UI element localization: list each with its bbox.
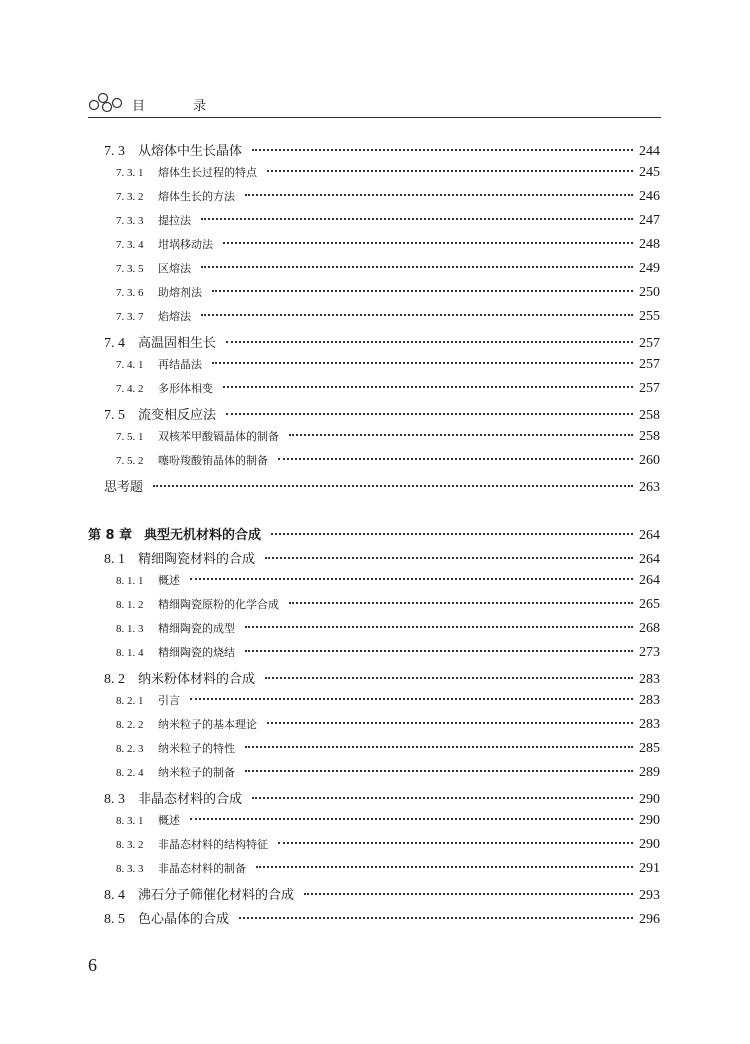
dot-leader xyxy=(267,722,633,724)
toc-entry xyxy=(116,164,660,181)
header-title: 目 录 xyxy=(132,99,229,114)
toc-entry-number: 8. 2. 3 xyxy=(116,743,144,755)
toc-entry-title: 焰熔法 xyxy=(158,310,191,323)
toc-entry-title: 熔体生长的方法 xyxy=(158,190,235,203)
toc-entry-number: 7. 3. 6 xyxy=(116,287,144,299)
toc-entry-page: 283 xyxy=(639,717,660,732)
toc-entry-title: 纳米粉体材料的合成 xyxy=(138,672,256,687)
dot-leader xyxy=(245,650,633,652)
toc-entry-page: 244 xyxy=(639,144,660,159)
dot-leader xyxy=(245,770,633,772)
toc-entry-page: 257 xyxy=(639,381,660,396)
toc-entry-number: 8. 3. 3 xyxy=(116,863,144,875)
toc-entry-title: 纳米粒子的基本理论 xyxy=(158,718,257,731)
toc-entry xyxy=(104,404,660,424)
dot-leader xyxy=(265,557,633,559)
toc-entry-title: 沸石分子筛催化材料的合成 xyxy=(138,888,295,903)
toc-entry-page: 289 xyxy=(639,765,660,780)
toc-entry-page: 263 xyxy=(639,480,660,495)
dot-leader xyxy=(226,341,633,343)
toc-entry-title: 典型无机材料的合成 xyxy=(144,528,262,543)
toc-entry xyxy=(116,644,660,661)
toc-entry-number: 8. 2. 2 xyxy=(116,719,144,731)
toc-entry-title: 思考题 xyxy=(104,480,144,495)
toc-entry-number: 7. 3. 7 xyxy=(116,311,144,323)
dot-leader xyxy=(190,698,633,700)
toc-entry xyxy=(116,236,660,253)
toc-entry-number: 8. 1. 1 xyxy=(116,575,144,587)
toc-entry-number: 7. 4. 2 xyxy=(116,383,144,395)
toc-entry xyxy=(116,356,660,373)
toc-entry xyxy=(104,788,660,808)
toc-entry-title: 熔体生长过程的特点 xyxy=(158,166,257,179)
toc-entry-title: 坩埚移动法 xyxy=(158,238,213,251)
toc-entry-number: 7. 5 xyxy=(104,408,125,423)
dot-leader xyxy=(245,194,633,196)
toc-entry xyxy=(116,212,660,229)
toc-entry-number: 7. 5. 1 xyxy=(116,431,144,443)
toc-entry-page: 291 xyxy=(639,861,660,876)
dot-leader xyxy=(201,314,633,316)
page-number: 6 xyxy=(88,955,97,975)
toc-entry-page: 264 xyxy=(639,528,660,543)
toc-entry-title: 高温固相生长 xyxy=(138,336,217,351)
toc-entry-page: 296 xyxy=(639,912,660,927)
toc-entry xyxy=(116,308,660,325)
toc-entry-title: 再结晶法 xyxy=(158,358,202,371)
dot-leader xyxy=(239,917,633,919)
dot-leader xyxy=(223,386,633,388)
toc-entry-number: 8. 3 xyxy=(104,792,125,807)
dot-leader xyxy=(190,578,633,580)
toc-entry xyxy=(88,524,660,544)
toc-entry-page: 290 xyxy=(639,837,660,852)
toc-entry-title: 纳米粒子的特性 xyxy=(158,742,235,755)
toc-entry xyxy=(104,332,660,352)
toc-entry-page: 247 xyxy=(639,213,660,228)
dot-leader xyxy=(278,458,633,460)
toc-entry-number: 8. 5 xyxy=(104,912,125,927)
toc-entry-number: 8. 1. 3 xyxy=(116,623,144,635)
toc-entry-title: 流变相反应法 xyxy=(138,408,217,423)
toc-entry-title: 从熔体中生长晶体 xyxy=(138,144,243,159)
toc-entry-title: 提拉法 xyxy=(158,214,191,227)
toc-entry-title: 助熔剂法 xyxy=(158,286,202,299)
toc-entry-title: 区熔法 xyxy=(158,262,191,275)
toc-entry-page: 246 xyxy=(639,189,660,204)
dot-leader xyxy=(289,434,633,436)
toc-entry xyxy=(104,476,660,496)
dot-leader xyxy=(245,626,633,628)
toc-entry-title: 双核苯甲酸镉晶体的制备 xyxy=(158,430,279,443)
toc-entry-number: 7. 3. 3 xyxy=(116,215,144,227)
dot-leader xyxy=(226,413,633,415)
toc-entry xyxy=(116,596,660,613)
toc-entry-number: 7. 3 xyxy=(104,144,125,159)
toc-entry-title: 引言 xyxy=(158,694,180,707)
toc-entry-page: 257 xyxy=(639,357,660,372)
toc-entry-page: 290 xyxy=(639,813,660,828)
toc-entry-page: 273 xyxy=(639,645,660,660)
toc-entry xyxy=(116,692,660,709)
toc-entry-page: 257 xyxy=(639,336,660,351)
toc-entry xyxy=(116,452,660,469)
toc-entry xyxy=(104,668,660,688)
toc-entry-title: 噻吩羧酸铕晶体的制备 xyxy=(158,454,268,467)
toc-entry-number: 8. 2. 1 xyxy=(116,695,144,707)
toc-entry-page: 264 xyxy=(639,573,660,588)
toc-entry-number: 8. 4 xyxy=(104,888,125,903)
toc-entry-title: 非晶态材料的合成 xyxy=(138,792,243,807)
toc-entry xyxy=(116,740,660,757)
toc-entry xyxy=(116,620,660,637)
toc-entry-page: 268 xyxy=(639,621,660,636)
toc-entry-page: 290 xyxy=(639,792,660,807)
dot-leader xyxy=(153,485,633,487)
dot-leader xyxy=(271,533,633,535)
toc-entry xyxy=(116,860,660,877)
dot-leader xyxy=(201,266,633,268)
toc-entry-page: 265 xyxy=(639,597,660,612)
toc-entry-number: 7. 3. 2 xyxy=(116,191,144,203)
dot-leader xyxy=(278,842,633,844)
toc-entry-title: 概述 xyxy=(158,814,180,827)
toc-entry-number: 7. 3. 1 xyxy=(116,167,144,179)
toc-entry xyxy=(116,572,660,589)
toc-entry-title: 精细陶瓷材料的合成 xyxy=(138,552,256,567)
dot-leader xyxy=(212,362,633,364)
toc-entry-number: 7. 3. 4 xyxy=(116,239,144,251)
toc-entry-title: 色心晶体的合成 xyxy=(138,912,230,927)
toc-entry-number: 7. 5. 2 xyxy=(116,455,144,467)
toc-entry-title: 非晶态材料的结构特征 xyxy=(158,838,268,851)
toc-entry-number: 8. 2 xyxy=(104,672,125,687)
dot-leader xyxy=(252,149,633,151)
dot-leader xyxy=(201,218,633,220)
toc-entry-title: 概述 xyxy=(158,574,180,587)
dot-leader xyxy=(265,677,633,679)
toc-entry xyxy=(104,548,660,568)
dot-leader xyxy=(252,797,633,799)
toc-entry-page: 258 xyxy=(639,429,660,444)
dot-leader xyxy=(289,602,633,604)
toc-entry-page: 260 xyxy=(639,453,660,468)
toc-entry-number: 7. 3. 5 xyxy=(116,263,144,275)
toc-entry xyxy=(116,716,660,733)
toc-entry-title: 非晶态材料的制备 xyxy=(158,862,246,875)
toc-entry xyxy=(116,260,660,277)
toc-entry xyxy=(104,884,660,904)
toc-entry-number: 8. 3. 2 xyxy=(116,839,144,851)
dot-leader xyxy=(267,170,633,172)
toc-entry-page: 258 xyxy=(639,408,660,423)
toc-entry-page: 285 xyxy=(639,741,660,756)
toc-entry-page: 293 xyxy=(639,888,660,903)
toc-entry-number: 8. 3. 1 xyxy=(116,815,144,827)
toc-entry-page: 264 xyxy=(639,552,660,567)
toc-entry-number: 8. 1. 2 xyxy=(116,599,144,611)
dot-leader xyxy=(304,893,633,895)
dot-leader xyxy=(212,290,633,292)
toc-entry xyxy=(104,140,660,160)
dot-leader xyxy=(223,242,633,244)
toc-entry-title: 精细陶瓷的烧结 xyxy=(158,646,235,659)
toc-entry xyxy=(116,428,660,445)
toc-entry-title: 精细陶瓷原粉的化学合成 xyxy=(158,598,279,611)
toc-entry-page: 250 xyxy=(639,285,660,300)
toc-entry-page: 245 xyxy=(639,165,660,180)
toc-entry xyxy=(104,908,660,928)
toc-entry xyxy=(116,380,660,397)
toc-entry xyxy=(116,188,660,205)
toc-entry xyxy=(116,812,660,829)
toc-entry-page: 248 xyxy=(639,237,660,252)
toc-entry-number: 8. 2. 4 xyxy=(116,767,144,779)
toc-entry-title: 精细陶瓷的成型 xyxy=(158,622,235,635)
dot-leader xyxy=(190,818,633,820)
toc-entry-number: 7. 4 xyxy=(104,336,125,351)
toc-entry-page: 249 xyxy=(639,261,660,276)
toc-entry-number: 8. 1. 4 xyxy=(116,647,144,659)
toc-entry-page: 283 xyxy=(639,672,660,687)
toc-entry xyxy=(116,284,660,301)
toc-entry-title: 多形体相变 xyxy=(158,382,213,395)
toc-entry xyxy=(116,836,660,853)
toc-entry-number: 第 8 章 xyxy=(88,528,133,543)
toc-entry-number: 8. 1 xyxy=(104,552,125,567)
toc-entry-page: 255 xyxy=(639,309,660,324)
toc-entry-number: 7. 4. 1 xyxy=(116,359,144,371)
dot-leader xyxy=(245,746,633,748)
toc-entry-title: 纳米粒子的制备 xyxy=(158,766,235,779)
toc-entry xyxy=(116,764,660,781)
dot-leader xyxy=(256,866,633,868)
toc-entry-page: 283 xyxy=(639,693,660,708)
